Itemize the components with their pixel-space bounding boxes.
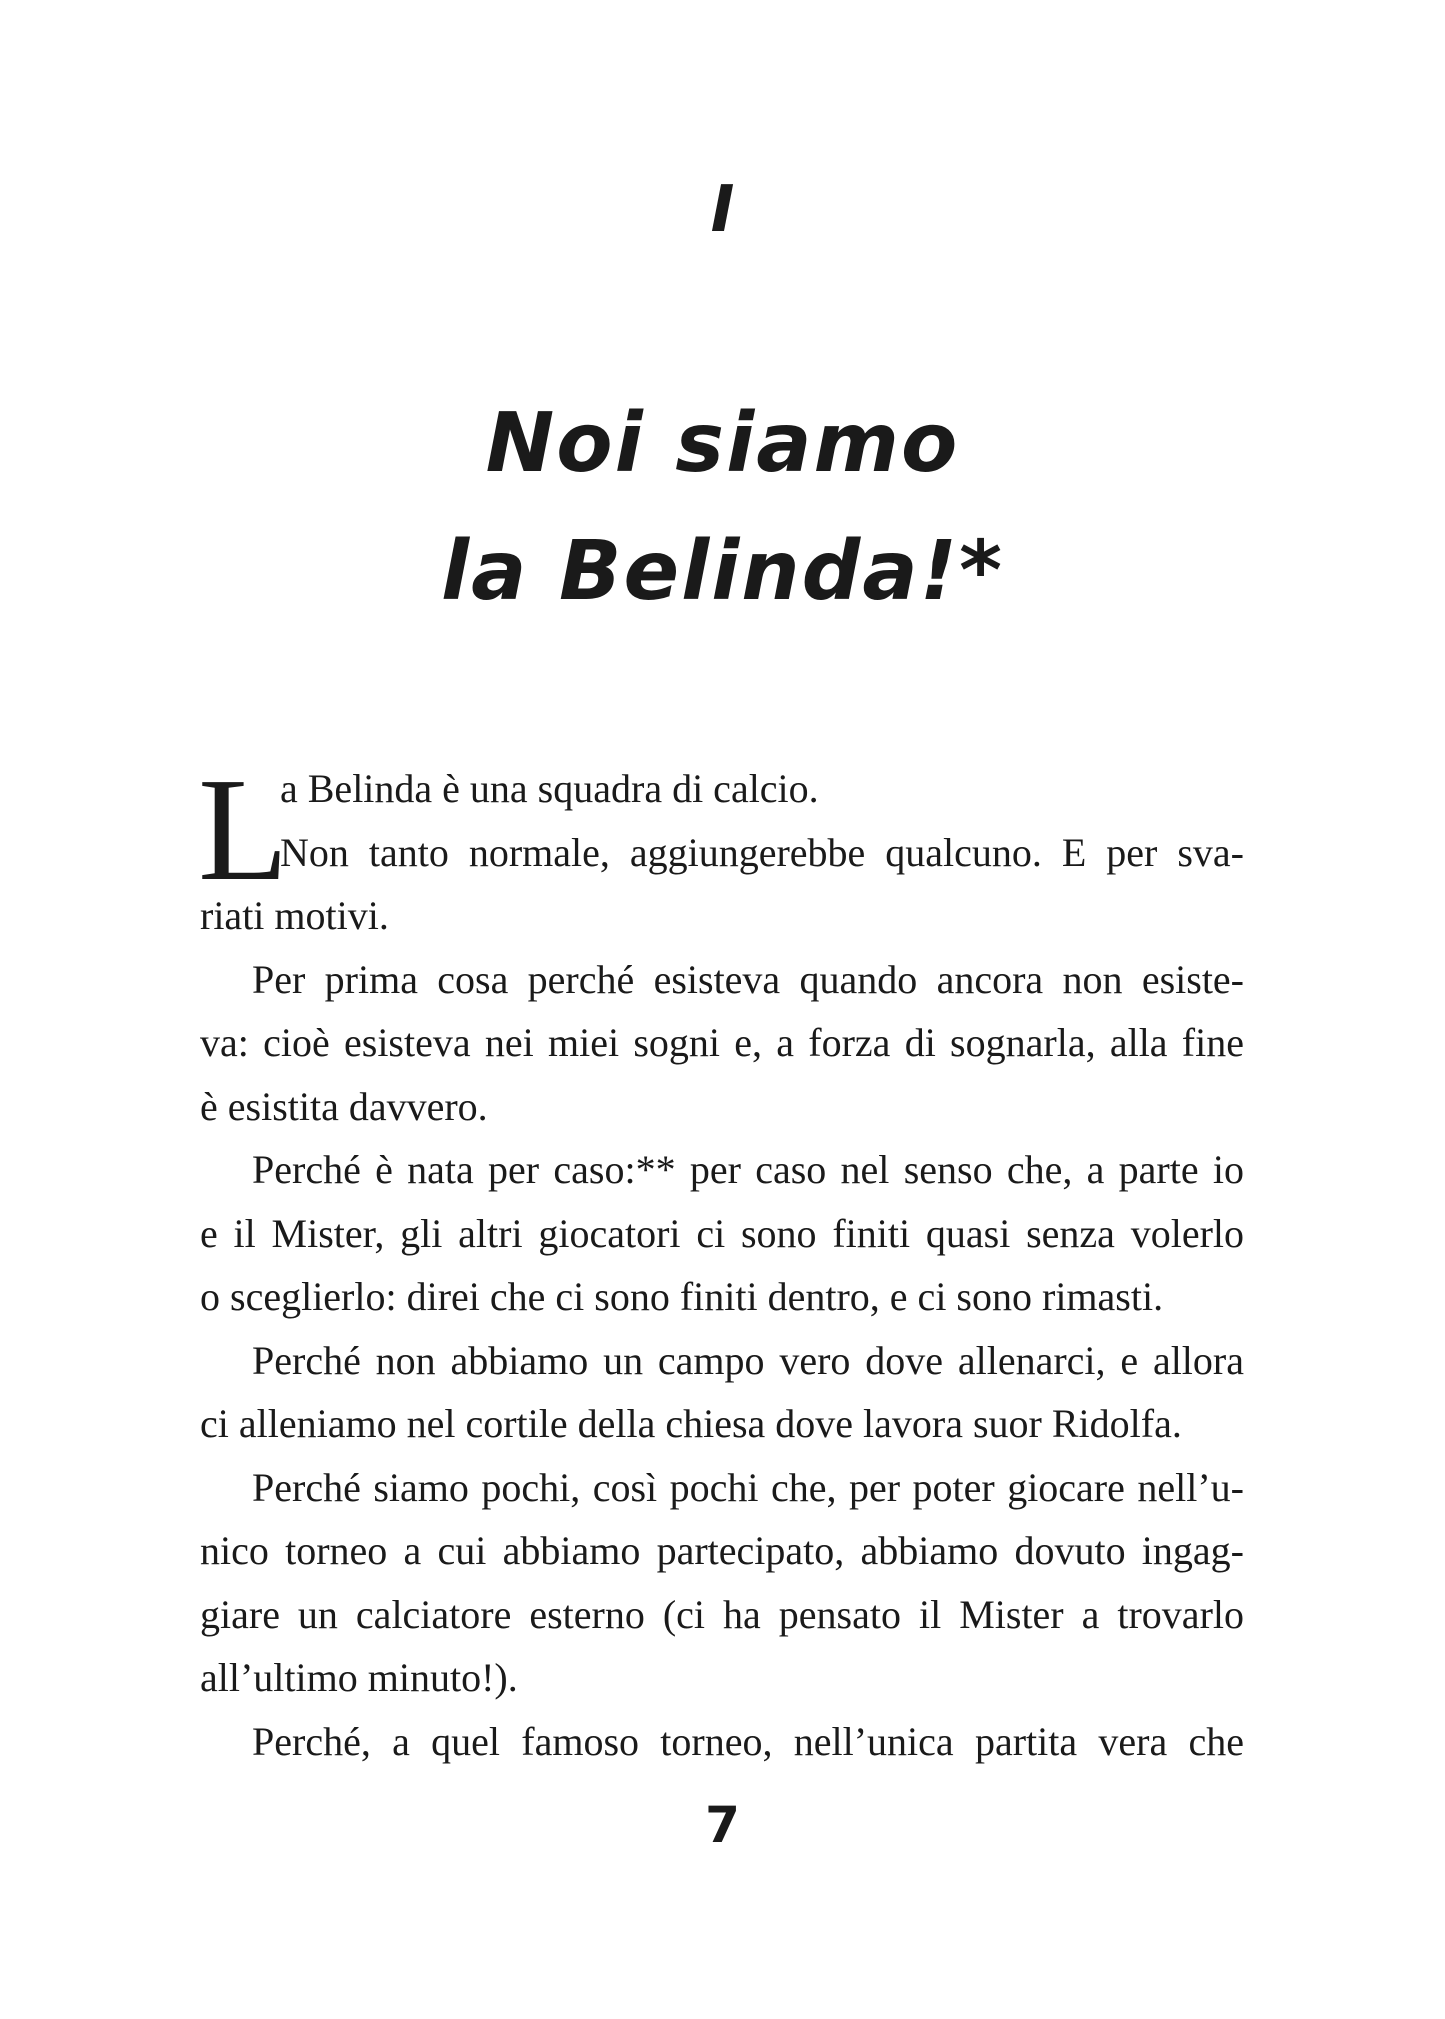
text-line: Non tanto normale, aggiungerebbe qualcuno. E per sva- xyxy=(280,829,1244,875)
chapter-title-line-2: la Belinda!* xyxy=(440,524,1004,619)
text-line: riati motivi. xyxy=(200,893,389,938)
text-line: Perché è nata per caso:** per caso nel senso che, a parte io xyxy=(252,1147,1244,1192)
text-line: a Belinda è una squadra di calcio. xyxy=(280,766,819,811)
text-line: ci alleniamo nel cortile della chiesa dove lavora suor Ridolfa. xyxy=(200,1401,1182,1446)
text-line: Perché siamo pochi, così pochi che, per poter giocare nell’u- xyxy=(252,1464,1244,1510)
chapter-title xyxy=(0,380,1445,636)
text-line: Per prima cosa perché esisteva quando ancora non esiste- xyxy=(252,956,1244,1002)
drop-cap: L xyxy=(198,748,289,912)
text-line: all’ultimo minuto!). xyxy=(200,1655,518,1700)
text-line: e il Mister, gli altri giocatori ci sono finiti quasi senza volerlo xyxy=(200,1210,1244,1256)
text-line: Perché non abbiamo un campo vero dove allenarci, e allora xyxy=(252,1337,1244,1383)
text-line: va: cioè esisteva nei miei sogni e, a forza di sognarla, alla fine xyxy=(200,1020,1244,1065)
chapter-title-line-1: Noi siamo xyxy=(485,396,960,491)
text-line: è esistita davvero. xyxy=(200,1083,488,1129)
text-line: o sceglierlo: direi che ci sono finiti dentro, e ci sono rimasti. xyxy=(200,1274,1164,1319)
text-line: nico torneo a cui abbiamo partecipato, abbiamo dovuto ingag- xyxy=(200,1528,1244,1573)
page-number: 7 xyxy=(705,1796,740,1854)
body-text xyxy=(198,748,1244,1773)
text-line: Perché, a quel famoso torneo, nell’unica partita vera che xyxy=(252,1718,1244,1764)
chapter-number: I xyxy=(710,173,735,247)
text-line: giare un calciatore esterno (ci ha pensato il Mister a trovarlo xyxy=(200,1591,1244,1637)
